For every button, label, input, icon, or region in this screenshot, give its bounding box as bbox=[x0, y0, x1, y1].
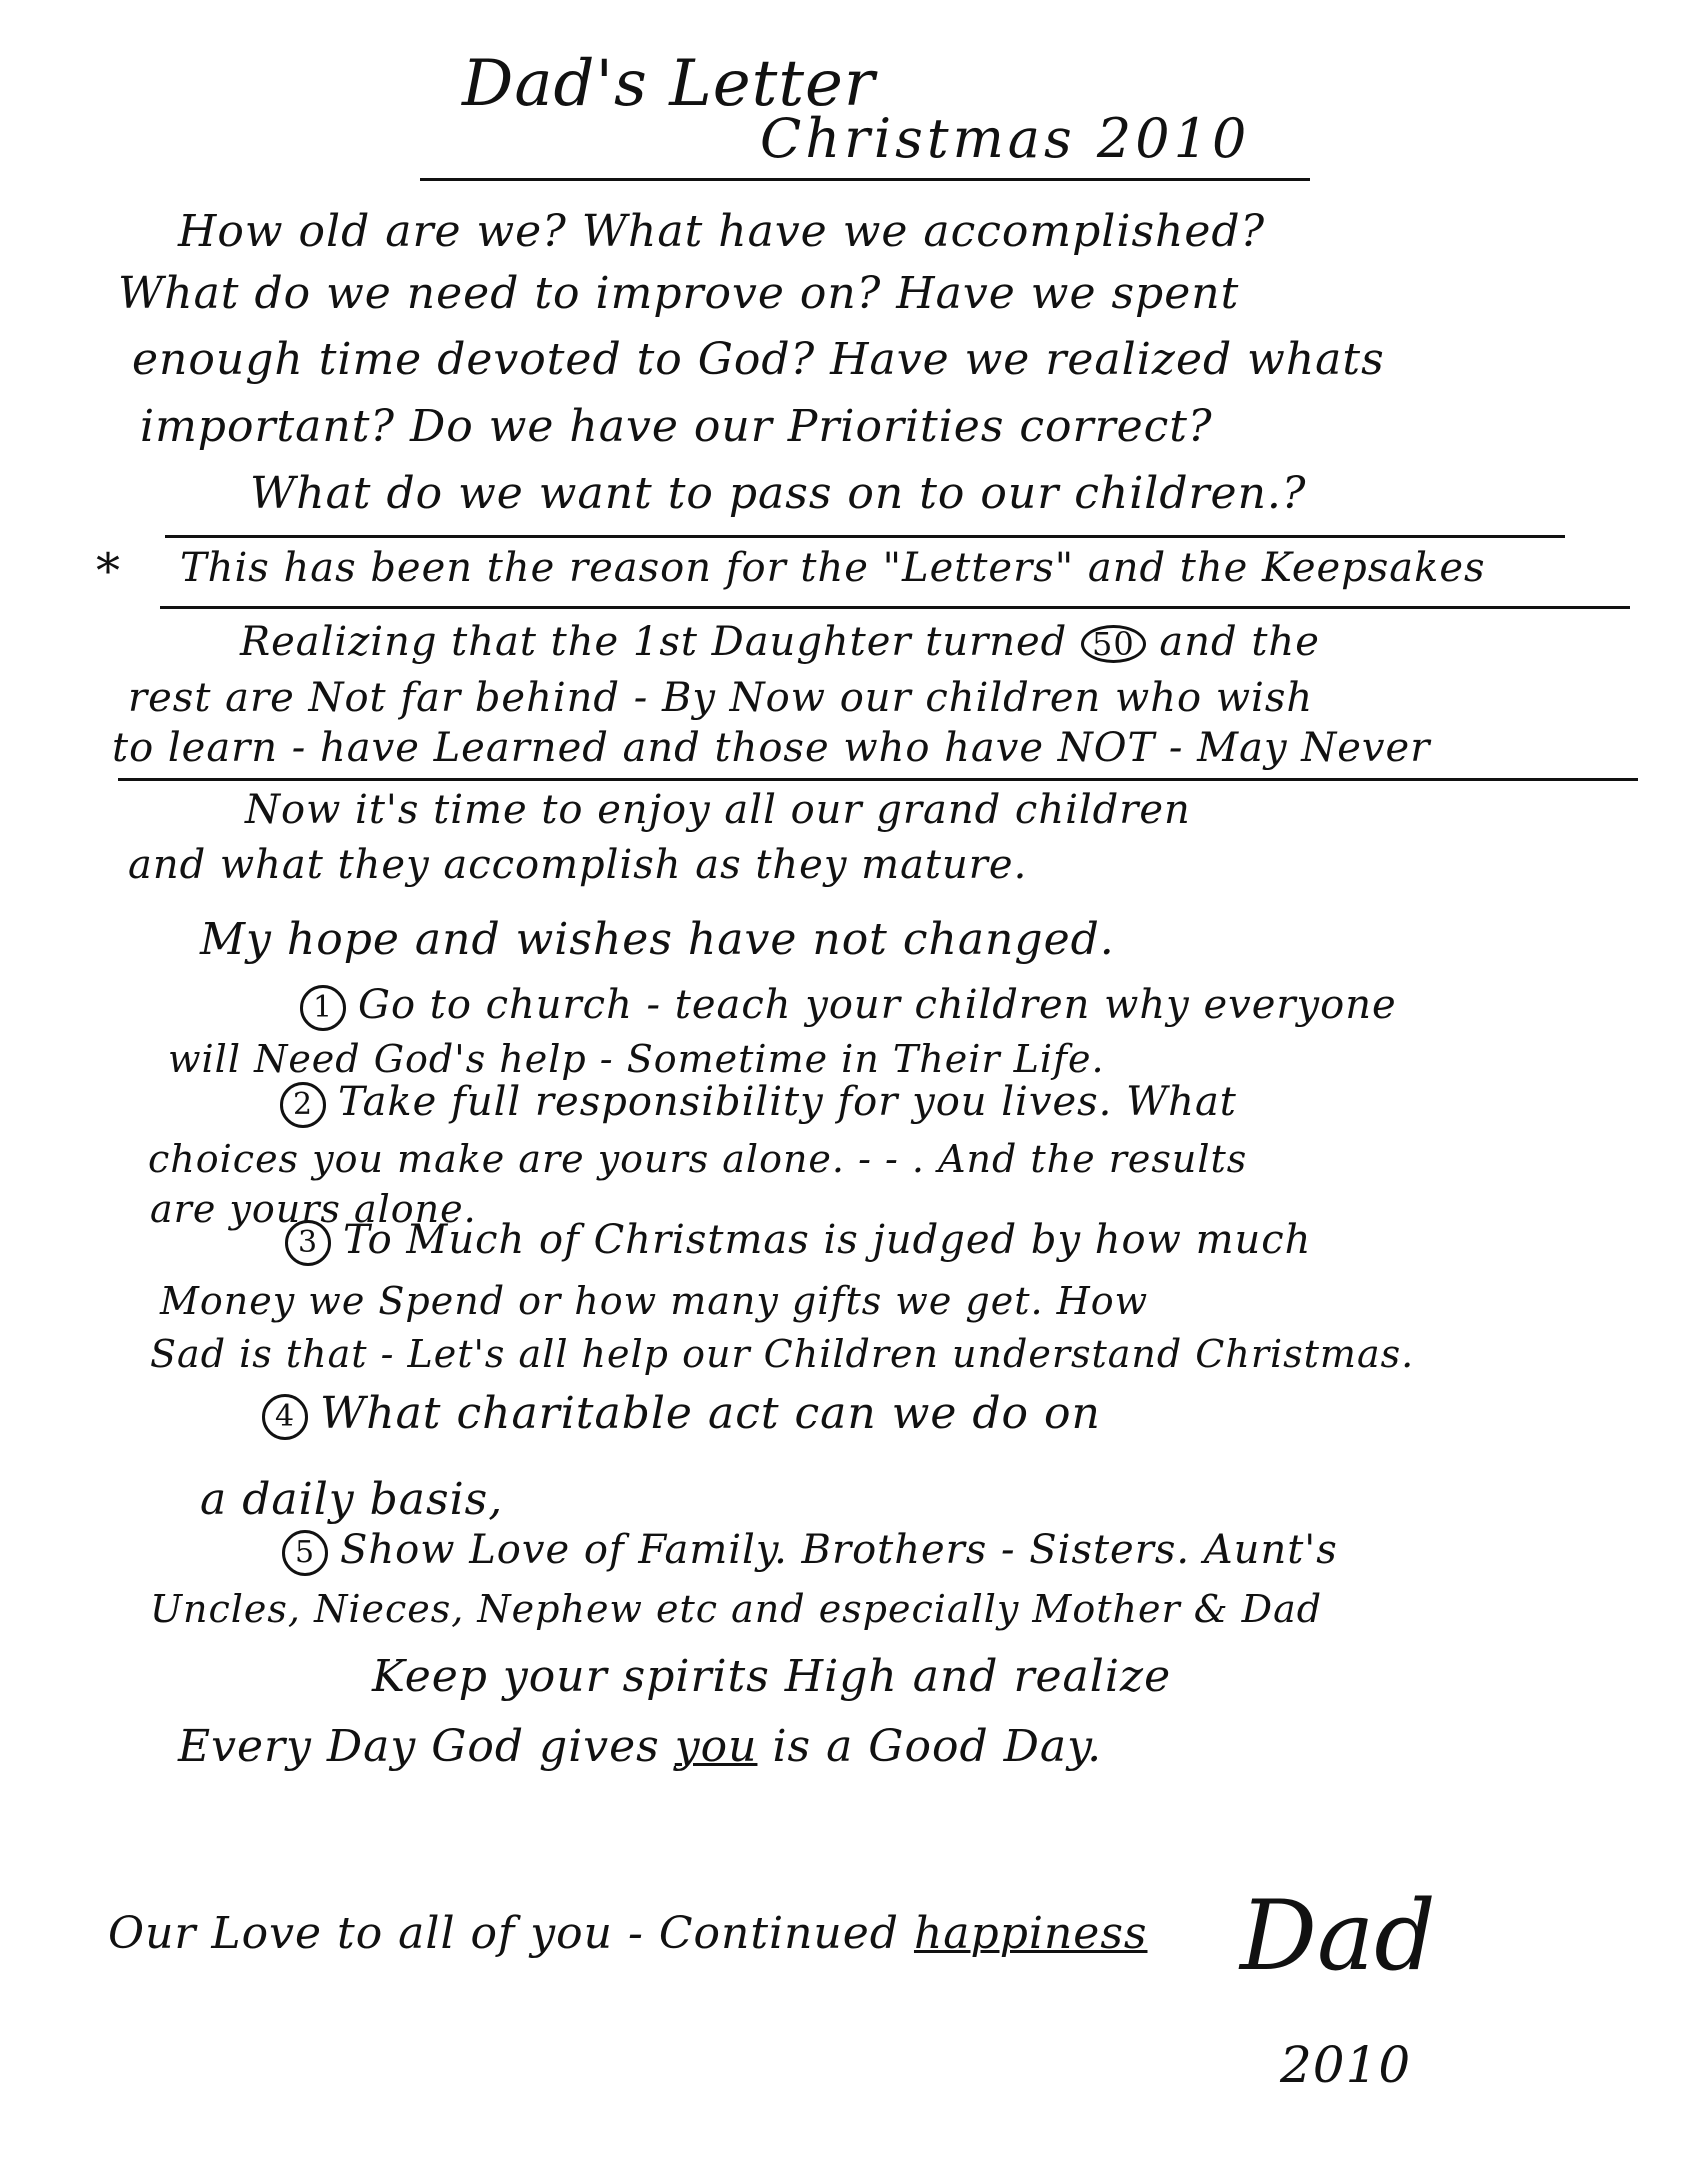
signature-year: 2010 bbox=[1280, 2036, 1412, 2094]
underlined-you: you bbox=[674, 1721, 758, 1772]
wish-2-text: Take full responsibility for you lives. What bbox=[338, 1079, 1237, 1125]
underlined-happiness: happiness bbox=[913, 1908, 1148, 1959]
wish-4-text: What charitable act can we do on bbox=[320, 1388, 1101, 1439]
grandchildren-line-2: and what they accomplish as they mature. bbox=[128, 842, 1028, 888]
closing-line-2-end: is a Good Day. bbox=[772, 1721, 1103, 1772]
wish-1-text: Go to church - teach your children why everyone bbox=[358, 982, 1397, 1028]
hopes-intro: My hope and wishes have not changed. bbox=[200, 914, 1115, 965]
closing-line-2-start: Every Day God gives bbox=[178, 1721, 660, 1772]
wish-5-line-2: Uncles, Nieces, Nephew etc and especially Mother & Dad bbox=[150, 1587, 1323, 1631]
circled-fifty: 50 bbox=[1081, 625, 1146, 663]
daughter-line-1-end: and the bbox=[1159, 619, 1320, 665]
number-3-circle: 3 bbox=[285, 1220, 331, 1266]
wish-2-line-1 bbox=[280, 1079, 1237, 1128]
wish-4-line-2: a daily basis, bbox=[200, 1474, 504, 1525]
question-line-1: How old are we? What have we accomplished? bbox=[178, 206, 1266, 257]
question-line-5: What do we want to pass on to our children.? bbox=[250, 468, 1307, 519]
question-line-2: What do we need to improve on? Have we spent bbox=[118, 268, 1240, 319]
number-1-circle: 1 bbox=[300, 985, 346, 1031]
wish-3-text: To Much of Christmas is judged by how much bbox=[343, 1217, 1312, 1263]
wish-2-line-2: choices you make are yours alone. - - . And the results bbox=[148, 1137, 1248, 1181]
daughter-line-1 bbox=[240, 619, 1320, 665]
question-line-4: important? Do we have our Priorities correct? bbox=[140, 401, 1213, 452]
wish-1-line-1 bbox=[300, 982, 1397, 1031]
daughter-line-3: to learn - have Learned and those who have NOT - May Never bbox=[112, 725, 1431, 771]
wish-3-line-2: Money we Spend or how many gifts we get. How bbox=[160, 1279, 1149, 1323]
letter-title: Dad's Letter bbox=[462, 47, 876, 121]
question-line-3: enough time devoted to God? Have we realized whats bbox=[132, 334, 1385, 385]
daughter-line-1-text: Realizing that the 1st Daughter turned bbox=[240, 619, 1068, 665]
paragraph1-underline bbox=[165, 535, 1565, 538]
wish-1-line-2: will Need God's help - Sometime in Their Life. bbox=[168, 1037, 1105, 1081]
reason-underline bbox=[160, 606, 1630, 609]
number-4-circle: 4 bbox=[262, 1394, 308, 1440]
signoff-text: Our Love to all of you - Continued bbox=[108, 1908, 899, 1959]
closing-line-2 bbox=[178, 1721, 1103, 1772]
closing-line-1: Keep your spirits High and realize bbox=[372, 1651, 1172, 1702]
dad-signature: Dad bbox=[1240, 1880, 1436, 1992]
wish-5-text: Show Love of Family. Brothers - Sisters. Aunt's bbox=[340, 1527, 1338, 1573]
title-underline bbox=[420, 178, 1310, 181]
letter-subtitle: Christmas 2010 bbox=[760, 107, 1251, 170]
number-5-circle: 5 bbox=[282, 1530, 328, 1576]
reason-line: This has been the reason for the "Letters" and the Keepsakes bbox=[180, 545, 1486, 591]
wish-2-line-3: are yours alone. bbox=[150, 1187, 477, 1231]
paragraph2-underline bbox=[118, 778, 1638, 781]
wish-5-line-1 bbox=[282, 1527, 1338, 1576]
signoff-line bbox=[108, 1908, 1148, 1959]
number-2-circle: 2 bbox=[280, 1082, 326, 1128]
grandchildren-line-1: Now it's time to enjoy all our grand children bbox=[245, 787, 1191, 833]
wish-3-line-1 bbox=[285, 1217, 1312, 1266]
wish-3-line-3: Sad is that - Let's all help our Children understand Christmas. bbox=[150, 1332, 1415, 1376]
asterisk-mark: * bbox=[96, 543, 120, 599]
wish-4-line-1 bbox=[262, 1388, 1101, 1440]
daughter-line-2: rest are Not far behind - By Now our children who wish bbox=[128, 675, 1314, 721]
